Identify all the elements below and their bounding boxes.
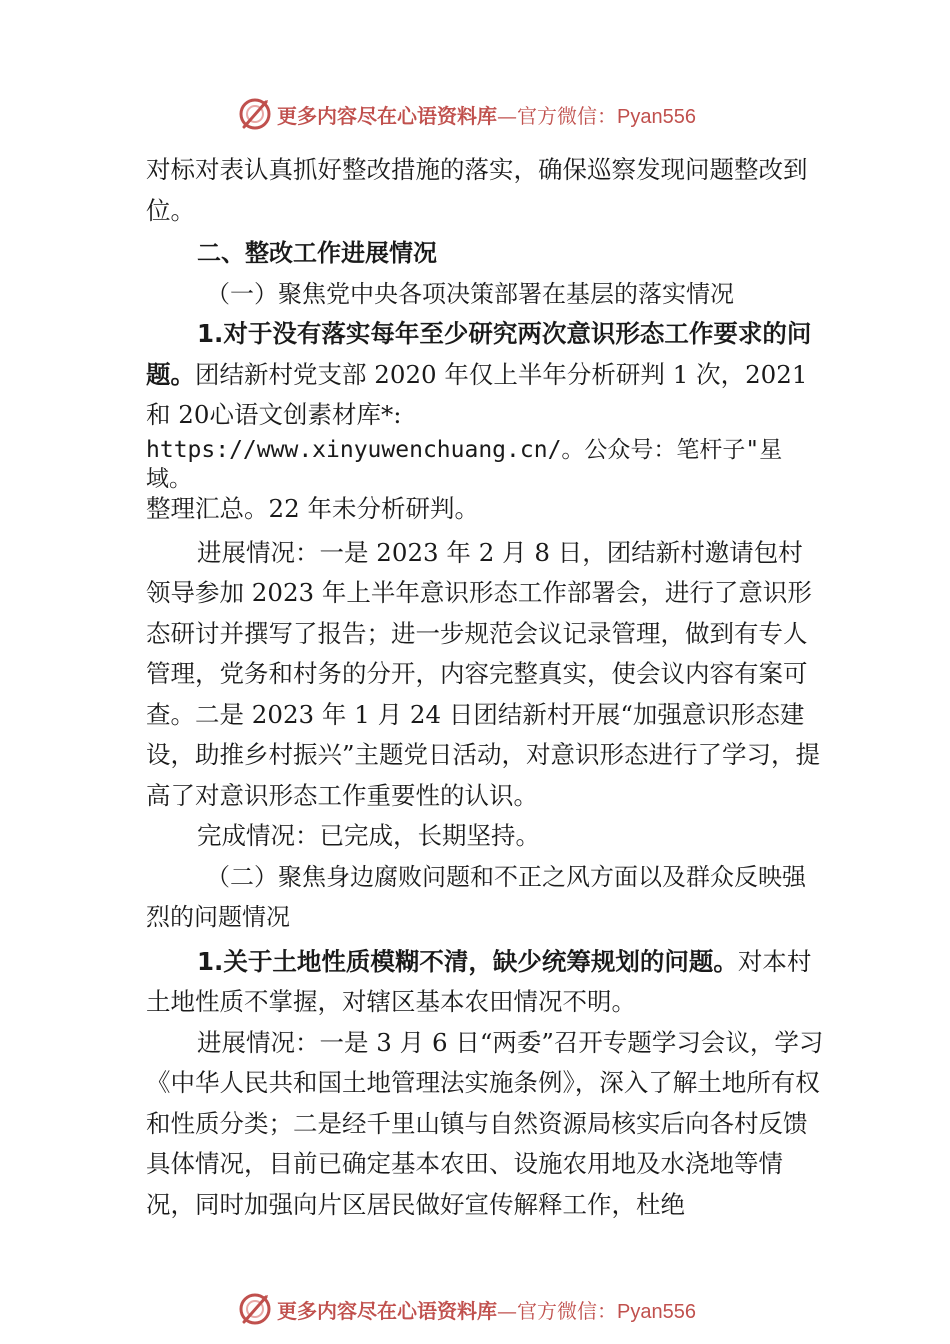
footer-site-name: 更多内容尽在心语资料库 (277, 1298, 497, 1323)
header-banner (0, 92, 950, 136)
footer-wechat-id: Pyan556 (617, 1300, 696, 1323)
banner-site-name: 更多内容尽在心语资料库 (277, 103, 497, 128)
banner (237, 96, 696, 132)
item-1-summary-line: 整理汇总。22 年未分析研判。 (146, 493, 479, 523)
pen-circle-logo-icon (237, 1291, 273, 1327)
item-2-paragraph (146, 942, 826, 1023)
intro-paragraph: 对标对表认真抓好整改措施的落实，确保巡察发现问题整改到位。 (146, 155, 808, 225)
banner-wechat-label: —官方微信： (497, 103, 617, 128)
footer-banner (0, 1287, 950, 1331)
pen-circle-logo-icon (237, 96, 273, 132)
item-1-text: 团结新村党支部 2020 年仅上半年分析研判 1 次，2021 和 20心语文创素材库*: (146, 359, 808, 429)
item-1-title: 1.对于没有落实每年至少研究两次意识形态工作要求的问题。 (146, 319, 812, 389)
item-1-paragraph (146, 314, 826, 436)
subsection-heading-2: （二）聚焦身边腐败问题和不正之风方面以及群众反映强烈的问题情况 (146, 862, 806, 931)
document-body (146, 150, 826, 1225)
section-heading-progress: 二、整改工作进展情况 (197, 239, 437, 267)
item-2-progress: 进展情况：一是 3 月 6 日“两委”召开专题学习会议，学习《中华人民共和国土地管理法实施条例》，深入了解土地所有权和性质分类；二是经千里山镇与自然资源局核实后向各村反馈具体情况，目前已确定基本农田、设施农用地及水浇地等情况，同时加强向片区居民做好宣传解释工作，杜绝 (146, 1027, 824, 1219)
banner-text (277, 100, 696, 129)
item-2-text: 对本村土地性质不掌握，对辖区基本农田情况不明。 (146, 946, 812, 1016)
footer-banner-text (277, 1295, 696, 1324)
item-1-status: 完成情况：已完成，长期坚持。 (197, 821, 540, 850)
footer-wechat-label: —官方微信： (497, 1298, 617, 1323)
item-1-progress: 进展情况：一是 2023 年 2 月 8 日，团结新村邀请包村领导参加 2023 年上半年意识形态工作部署会，进行了意识形态研讨并撰写了报告；进一步规范会议记录管理，做到有专人管理，党务和村务的分开，内容完整真实，使会议内容有案可查。二是 2023 年 1 月 24 日团结新村开展“加强意识形态建设，助推乡村振兴”主题党日活动，对意识形态进行了学习，提高了对意识形态工作重要性的认识。 (146, 537, 821, 810)
footer-banner-inner (237, 1291, 696, 1327)
item-1-url-line: https://www.xinyuwenchuang.cn/。公众号：笔杆子"星域。 (146, 436, 783, 492)
banner-wechat-id: Pyan556 (617, 105, 696, 128)
item-2-title: 1.关于土地性质模糊不清，缺少统筹规划的问题。 (197, 946, 738, 976)
subsection-heading-1: （一）聚焦党中央各项决策部署在基层的落实情况 (206, 279, 734, 308)
